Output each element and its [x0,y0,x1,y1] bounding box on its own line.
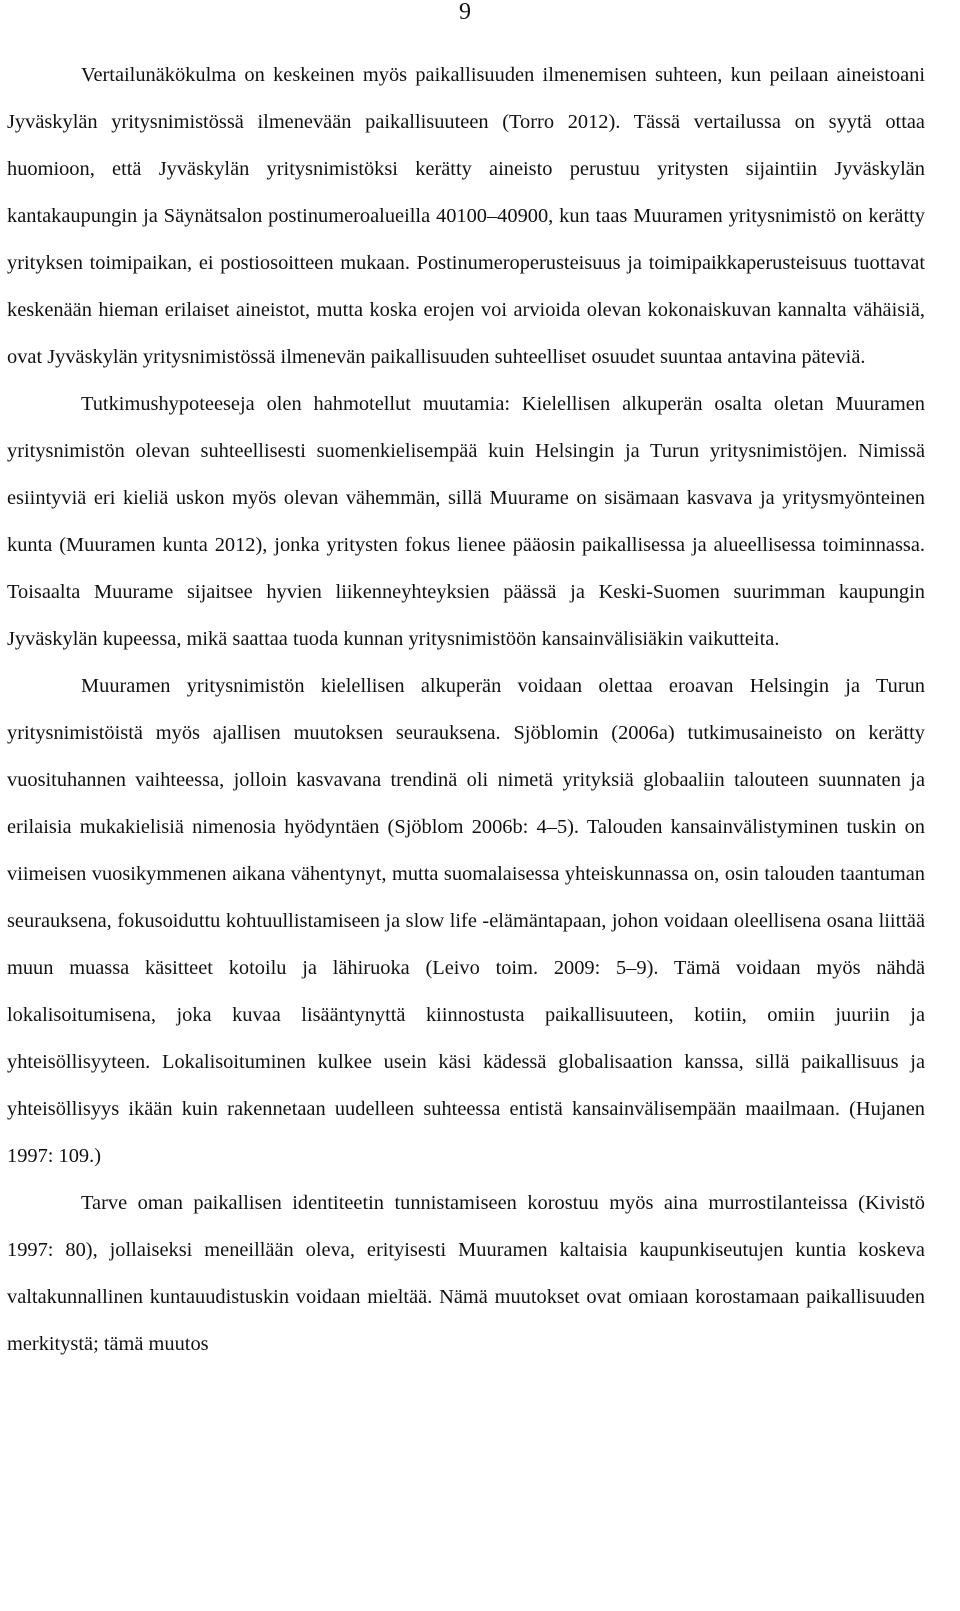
paragraph-local-identity: Tarve oman paikallisen identiteetin tunnistamiseen korostuu myös aina murrostilanteissa (Kivistö 1997: 80), jollaiseksi meneillään oleva, erityisesti Muuramen kaltaisia kaupunkiseutujen kuntia koskeva valtakunnallinen kuntauudistuskin voidaan mieltää. Nämä muutokset ovat omiaan korostamaan paikallisuuden merkitystä; tämä muutos [7,1192,925,1355]
paragraph-linguistic-origin: Muuramen yritysnimistön kielellisen alkuperän voidaan olettaa eroavan Helsingin ja Turun yritysnimistöistä myös ajallisen muutoksen seurauksena. Sjöblomin (2006a) tutkimusaineisto on kerätty vuosituhannen vaihteessa, jolloin kasvavana trendinä oli nimetä yrityksiä globaaliin talouteen suunnaten ja erilaisia mukakielisiä nimenosia hyödyntäen (Sjöblom 2006b: 4–5). Talouden kansainvälistyminen tuskin on viimeisen vuosikymmenen aikana vähentynyt, mutta suomalaisessa yhteiskunnassa on, osin talouden taantuman seurauksena, fokusoiduttu kohtuullistamiseen ja slow life -elämäntapaan, johon voidaan oleellisena osana liittää muun muassa käsitteet kotoilu ja lähiruoka (Leivo toim. 2009: 5–9). Tämä voidaan myös nähdä lokalisoitumisena, joka kuvaa lisääntynyttä kiinnostusta paikallisuuteen, kotiin, omiin juuriin ja yhteisöllisyyteen. Lokalisoituminen kulkee usein käsi kädessä globalisaation kanssa, sillä paikallisuus ja yhteisöllisyys ikään kuin rakennetaan uudelleen suhteessa entistä kansainvälisempään maailmaan. (Hujanen 1997: 109.) [7,675,925,1167]
paragraph-comparison-perspective: Vertailunäkökulma on keskeinen myös paikallisuuden ilmenemisen suhteen, kun peilaan aineistoani Jyväskylän yritysnimistössä ilmenevään paikallisuuteen (Torro 2012). Tässä vertailussa on syytä ottaa huomioon, että Jyväskylän yritysnimistöksi kerätty aineisto perustuu yritysten sijaintiin Jyväskylän kantakaupungin ja Säynätsalon postinumeroalueilla 40100–40900, kun taas Muuramen yritysnimistö on kerätty yrityksen toimipaikan, ei postiosoitteen mukaan. Postinumeroperusteisuus ja toimipaikkaperusteisuus tuottavat keskenään hieman erilaiset aineistot, mutta koska erojen voi arvioida olevan kokonaiskuvan kannalta vähäisiä, ovat Jyväskylän yritysnimistössä ilmenevän paikallisuuden suhteelliset osuudet suuntaa antavina päteviä. [7,64,925,368]
page-number: 9 [459,0,471,25]
paragraph-research-hypotheses: Tutkimushypoteeseja olen hahmotellut muutamia: Kielellisen alkuperän osalta oletan Muuramen yritysnimistön olevan suhteellisesti suomenkielisempää kuin Helsingin ja Turun yritysnimistöjen. Nimissä esiintyviä eri kieliä uskon myös olevan vähemmän, sillä Muurame on sisämaan kasvava ja yritysmyönteinen kunta (Muuramen kunta 2012), jonka yritysten fokus lienee pääosin paikallisessa ja alueellisessa toiminnassa. Toisaalta Muurame sijaitsee hyvien liikenneyhteyksien päässä ja Keski-Suomen suurimman kaupungin Jyväskylän kupeessa, mikä saattaa tuoda kunnan yritysnimistöön kansainvälisiäkin vaikutteita. [7,393,925,650]
document-body [7,52,925,1368]
